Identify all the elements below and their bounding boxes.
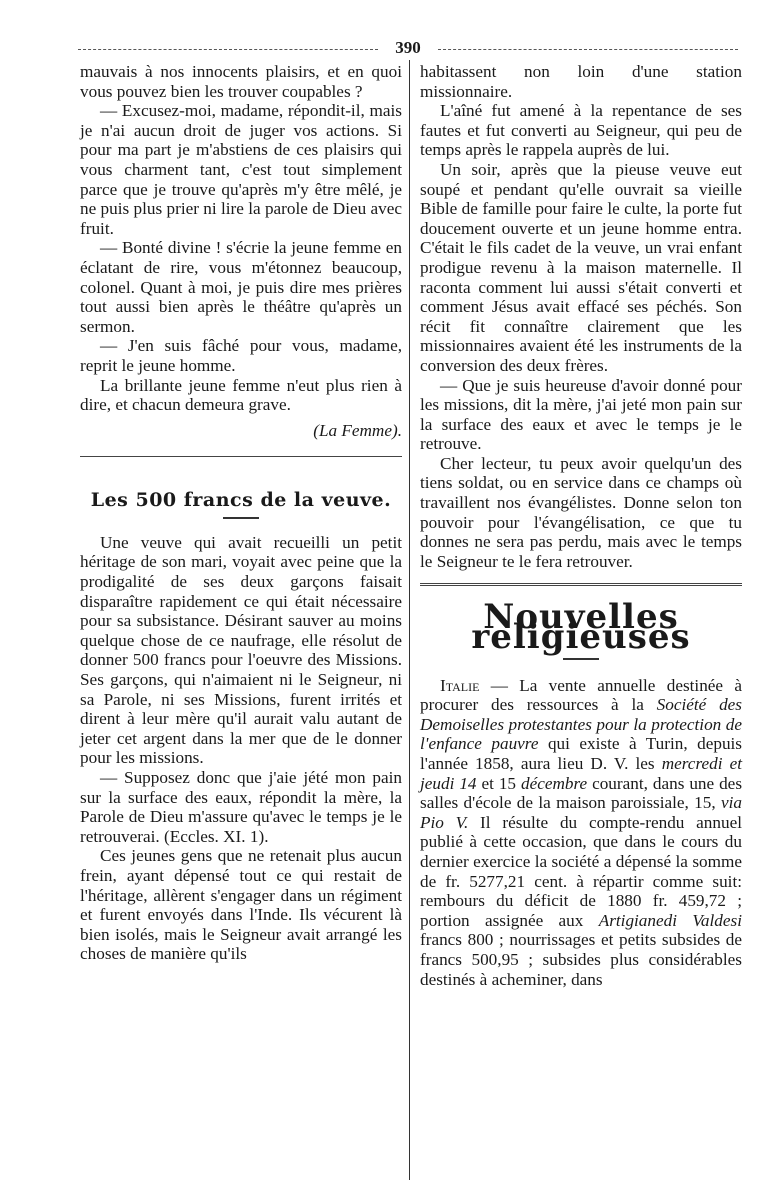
news-item-italie: [420, 676, 742, 990]
page-header: [78, 38, 738, 60]
paragraph: Cher lecteur, tu peux avoir quelqu'un des tiens soldat, ou en service dans ce champs où travaillent nos évangélistes. Donne selon ton pouvoir pour l'évangélisation, ce que tu donnes ne sera pas perdu, mais avec le temps le Seigneur te le fera retrouver.: [420, 453, 742, 571]
paragraph: Un soir, après que la pieuse veuve eut soupé et pendant qu'elle ouvrait sa vieille Bible de famille pour faire le culte, la porte fut doucement ouverte et un jeune homme entra. C'était le fils cadet de la veuve, un vrai enfant prodigue revenu à la maison maternelle. Il raconta comment lui aussi s'était converti et comment Jésus avait effacé ses péchés. Son récit fit connaître clairement que les missionnaires avaient été les instruments de la conversion des deux frères.: [420, 159, 742, 375]
paragraph: — Excusez-moi, madame, répondit-il, mais je n'ai aucun droit de juger vos actions. Si pour ma part je m'abstiens de ces plaisirs qui vous charment tant, c'est tout simplement parce que je trouve qu'après m'y être mêlé, je ne puis plus prier ni lire la parole de Dieu avec fruit.: [80, 101, 402, 238]
paragraph: — J'en suis fâché pour vous, madame, reprit le jeune homme.: [80, 336, 402, 375]
paragraph: L'aîné fut amené à la repentance de ses fautes et fut converti au Seigneur, qui peu de temps après le rappela auprès de lui.: [420, 101, 742, 160]
news-text: francs 800 ; nourrissages et petits subsides de francs 500,95 ; subsides plus considérables destinés à acheminer, dans: [420, 930, 742, 989]
paragraph: habitassent non loin d'une station missionnaire.: [420, 62, 742, 101]
news-italic: Artigianedi Valdesi: [598, 910, 742, 930]
article-title: Les 500 francs de la veuve.: [90, 489, 392, 512]
news-text: qui existe à Turin, depuis l'année 1858, aura lieu D. V. les: [420, 734, 742, 773]
paragraph: La brillante jeune femme n'eut plus rien à dire, et chacun demeura grave.: [80, 375, 402, 415]
column-divider: [409, 60, 410, 1180]
news-text: et 15: [476, 773, 521, 793]
paragraph: mauvais à nos innocents plaisirs, et en quoi vous pouvez bien les trouver coupables ?: [80, 62, 402, 101]
news-italic: via Pio V.: [420, 793, 742, 832]
news-text: Il résulte du compte-rendu annuel publié à cette occasion, que dans le cours du dernier exercice la société a dépensé la somme de fr. 5277,21 cent. à répartir comme suit: rembours du déficit de 1880 fr. 459,72 ; portion assignée aux: [420, 812, 742, 930]
title-dash: [563, 658, 599, 660]
header-rule-right: [438, 49, 738, 50]
news-text: — La vente annuelle destinée à procurer des ressources à la: [420, 675, 742, 715]
right-column: [420, 62, 742, 989]
section-rule: [80, 456, 402, 457]
paragraph: — Que je suis heureuse d'avoir donné pour les missions, dit la mère, j'ai jeté mon pain sur la surface des eaux et avec le temps je le retrouve.: [420, 375, 742, 454]
paragraph: Une veuve qui avait recueilli un petit héritage de son mari, voyait avec peine que la prodigalité de ses deux garçons faisait disparaître rapidement ce qui était nécessaire pour sa subsistance. Désirant sauver au moins quelque chose de ce naufrage, elle résolut de donner 500 francs pour l'oeuvre des Missions. Ses garçons, qui n'aimaient ni le Seigneur, ni sa Parole, ni ses Missions, furent irrités et dirent à leur mère qu'il aurait valu autant de jeter cet argent dans la mer que de le donner pour les missions.: [80, 532, 402, 768]
source-citation: (La Femme).: [313, 420, 402, 440]
header-rule-left: [78, 49, 378, 50]
section-rule: [420, 583, 742, 586]
news-italic: mercredi et jeudi 14: [420, 754, 742, 793]
paragraph: — Bonté divine ! s'écrie la jeune femme en éclatant de rire, vous m'étonnez beaucoup, colonel. Quant à moi, je puis dire mes prières tout aussi bien après le théâtre qu'après un sermon.: [80, 238, 402, 336]
section-title: Nouvelles religieuses: [471, 597, 691, 658]
news-text: courant, dans une des salles d'école de la maison paroissiale, 15,: [420, 773, 743, 813]
paragraph: — Supposez donc que j'aie jété mon pain sur la surface des eaux, répondit la mère, la Parole de Dieu m'assure qu'avec le temps je le retrouverai. (Eccles. XI. 1).: [80, 768, 402, 846]
news-italic: décembre: [520, 773, 588, 793]
page-number: 390: [395, 38, 421, 57]
news-italic: Société des Demoiselles protestantes pour la protection de l'enfance pauvre: [420, 695, 742, 754]
news-country: Italie: [440, 675, 480, 695]
paragraph: Ces jeunes gens que ne retenait plus aucun frein, ayant dépensé tout ce qui restait de l'héritage, allèrent s'engager dans un régiment et furent envoyés dans l'Inde. Ils vécurent là bien isolés, mais le Seigneur avait arrangé les choses de manière qu'ils: [80, 846, 402, 964]
title-dash: [223, 517, 259, 519]
left-column: [80, 62, 402, 964]
